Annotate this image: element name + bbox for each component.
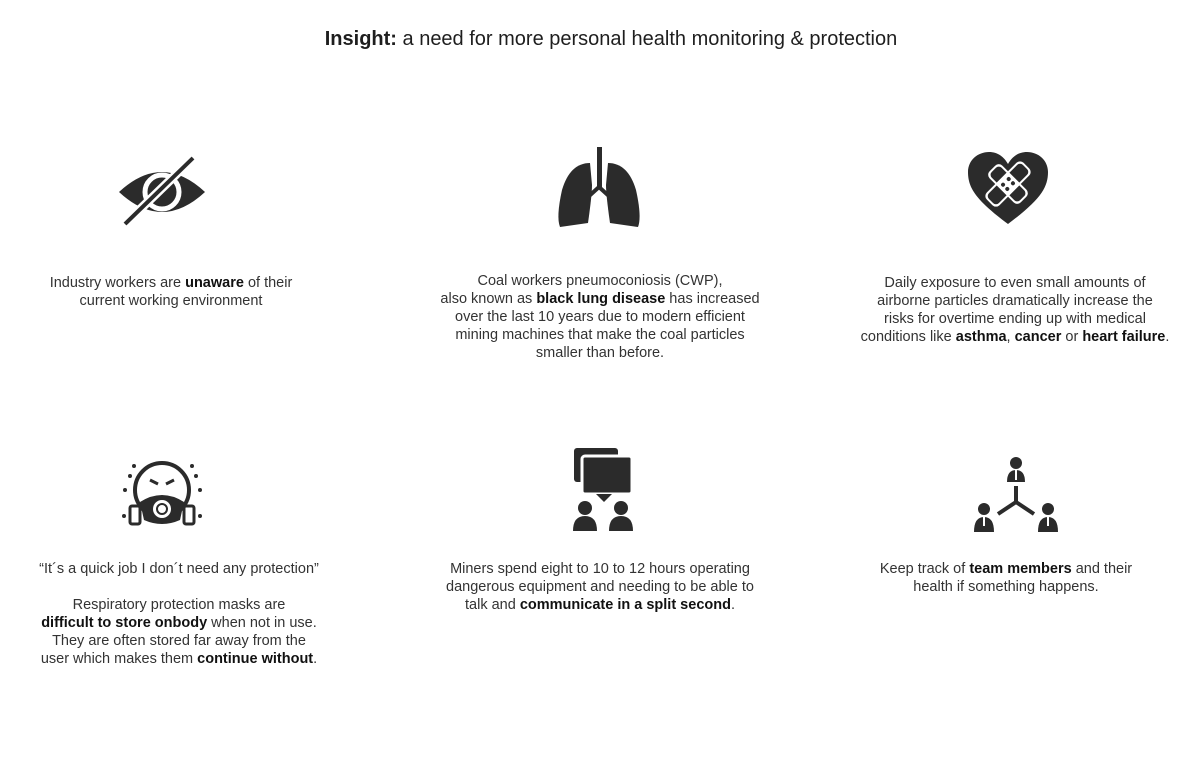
card-team-text: Keep track of team members and their health if something happens. [879, 561, 1133, 595]
card-black-lung-text: Coal workers pneumoconiosis (CWP), also known as black lung disease has increased over the last 10 years due to modern efficient mining machines that make the coal particles smaller than before. [440, 273, 760, 361]
gas-mask-icon [120, 458, 204, 530]
bandaged-heart-icon [966, 150, 1050, 226]
card-unaware-text: Industry workers are unaware of their current working environment [49, 275, 293, 309]
page-title: Insight: a need for more personal health monitoring & protection [324, 28, 898, 50]
team-network-icon [972, 456, 1060, 534]
conversation-icon [570, 446, 636, 532]
lungs-icon [556, 145, 644, 230]
eye-slash-icon [115, 152, 210, 232]
card-communicate-text: Miners spend eight to 10 to 12 hours operating dangerous equipment and needing to be able to talk and communicate in a split second. [446, 561, 754, 613]
quote: “It´s a quick job I don´t need any protection” [39, 561, 319, 577]
card-exposure-text: Daily exposure to even small amounts of airborne particles dramatically increase the risks for overtime ending up with medical conditions like asthma, cancer or heart failure. [860, 275, 1170, 345]
card-mask-storage-text: “It´s a quick job I don´t need any protection” Respiratory protection masks are difficult to store onbody when not in use. They are often stored far away from the user which makes them continue without. [14, 560, 344, 668]
